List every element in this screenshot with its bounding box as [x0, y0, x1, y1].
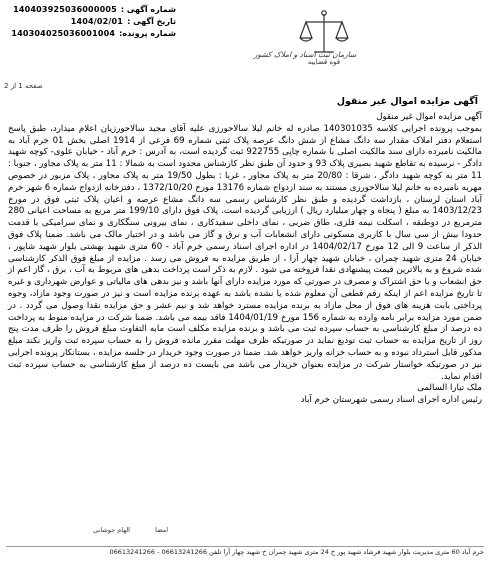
body-subtitle: آگهی مزایده اموال غیر منقول [376, 112, 482, 122]
meta-value: 1404/02/01 [70, 17, 124, 26]
page-indicator: صفحه 1 از 2 [4, 82, 43, 90]
meta-value: 140304025036001004 [11, 29, 116, 38]
meta-value: 140403925036000005 [13, 5, 117, 14]
body-signoff-title: رئیس اداره اجرای اسناد رسمی شهرستان خرم آباد [300, 395, 482, 406]
meta-label: شماره پرونده: [119, 29, 176, 38]
document-header [0, 0, 490, 90]
document-footer [6, 548, 484, 557]
body-paragraph: بموجب پرونده اجرایی کلاسه 140301035 صادره له خانم لیلا سالاحورزی علیه آقای مجید سالاحورزیان اعلام میدارد، طبق پاسخ استعلام دفتر املاک مقدار سه دانگ مشاع از شش دانگ عرصه پلاک ثبتی شماره 69 فرعی از 1914 اصلی بخش 01 خرم آباد به مالکیت نامبرده دارای سند مالکیت اصلی با شماره چاپی 922755 ثبت گردیده است، به آدرس : خرم آباد - خیابان علوی- کوچه شهید دادگر - نرسیده به تقاطع شهید بصیری پلاک 93 و حدود آن طبق نظر کارشناس محدود است به شمالا : 11 متر به پلاک مجاور ، جنوبا : 11 متر به کوچه شهید دادگر ، شرقا : 20/80 متر به پلاک مجاور ، غربا : بطول 19/50 متر به پلاک مجاور ، پلاک مزبور در خصوص مهریه نامبرده به خانم لیلا سالاحورزی مستند به سند ازدواج شماره 13176 مورخ 1372/10/20 ، دفترخانه ازدواج شماره 6 شهر خرم آباد استان لرستان ، بازداشت گردیده و طبق نظر کارشناس رسمی سه دانگ مشاع عرصه و اعیان پلاک ثبتی فوق در مورخ 1403/12/23 به مبلغ ( پنجاه و چهار میلیارد ریال ) ارزیابی گردیده است. پلاک فوق دارای 199/10 متر مربع به مساحت اعیانی 280 مترمربع در دوطبقه ، اسکلت نیمه فلزی، طاق ضربی ، نمای داخلی سفیدکاری ، نمای بیرونی سنگکاری و نمای سرامیکی با قدمت حدودا بیش از سی سال با کاربری مسکونی دارای انشعابات آب و برق و گاز می باشد و در اختیار مالک می باشد. ضمنا پلاک فوق الذکر از ساعت 9 الی 12 مورخ 1404/02/17 در اداره اجرای اسناد رسمی خرم آباد - 60 متری شهید بهشتی بلوار شهید شاپور ، خیابان 24 متری شهید چمران ، خیابان شهید چهار آرا ، از طریق مزایده به فروش می رسد . مزایده از مبلغ فوق الذکر کارشناسی شده شروع و به بالاترین قیمت پیشنهادی نقدا فروخته می شود . لازم به ذکر است پرداخت بدهی های مربوط به آب ، برق ، گاز اعم از حق انشعاب و یا حق اشتراک و مصرف در صورتی که مورد مزایده دارای آنها باشد و نیز بدهی های مالیاتی و عوارض شهرداری و غیره تا تاریخ مزایده اعم از اینکه رقم قطعی آن معلوم شده یا نشده باشد به عهده برنده مزایده است و نیز در صورت وجود مازاد، وجوه پرداختی بابت هزینه های فوق از محل مازاد به برنده مزایده مسترد خواهد شد و نیم عشر و حق مزایده نقدا وصول می گردد . در ضمن مورد مزایده برابر نامه وارده به شماره 156 مورخ 1404/01/19 فاقد بیمه می باشد. ضمنا شرکت در مزایده منوط به پرداخت ده درصد از مبلغ کارشناسی به حساب سپرده ثبت می باشد و برنده مزایده مکلف است مابه التفاوت مبلغ فروش را ظرف مدت پنج روز از تاریخ مزایده به حساب ثبت تودیع نماید در صورتیکه ظرف مهلت مقرر مانده فروش را به حساب سپرده ثبت واریز نکند مبلغ مذکور قابل استرداد نبوده و به حساب خزانه واریز خواهد شد. ضمنا در صورت وجود خریدار در جلسه مزایده ، بستانکار پرونده اجرایی نیز در صورتیکه خواستار شرکت در مزایده بعنوان خریدار می باشد می بایست ده درصد از مبلغ کارشناسی به حساب سپرده ثبت اقدام نماید. [8, 123, 483, 382]
svg-text:قوه قضاییه: قوه قضاییه [307, 58, 341, 66]
footer-address: خرم آباد 60 متری مدیریت بلوار شهید فرشاد شهید پور خ 24 متری شهید چمران خ شهید چهار آرا تلفن 06613241266 - 06613241266 [109, 548, 484, 556]
body-signoff-name: ملک تیارا السالمی [417, 383, 482, 394]
footer-divider [6, 546, 484, 547]
meta-row-notice-number [6, 4, 176, 16]
svg-text:الهام جوشانی: الهام جوشانی [93, 526, 130, 534]
svg-text:امضا: امضا [155, 526, 168, 534]
notice-meta [6, 4, 176, 40]
meta-row-case-number [6, 28, 176, 40]
organization-name: سازمان ثبت اسناد و املاک کشور [253, 50, 357, 59]
meta-row-notice-date [6, 16, 176, 28]
notice-title: آگهی مزایده اموال غیر منقول [336, 96, 478, 107]
meta-label: شماره آگهی : [120, 5, 176, 14]
notice-body [8, 112, 482, 464]
meta-label: تاریخ آگهی : [127, 17, 176, 26]
judiciary-emblem-icon [298, 8, 350, 68]
signature-stamp [18, 470, 188, 540]
